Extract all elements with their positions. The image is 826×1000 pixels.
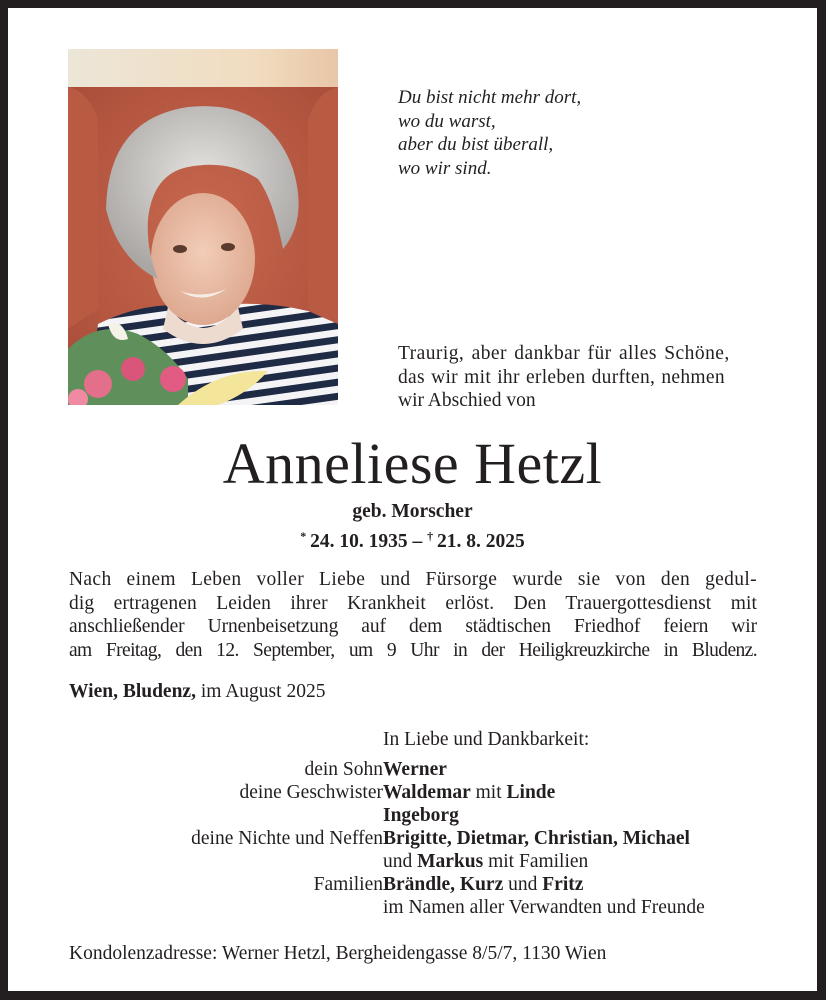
poem-line: aber du bist überall, [398,134,554,155]
mourner-relation: Familien [313,874,383,895]
mourner-relation: deine Geschwister [239,782,383,803]
mourners-heading: In Liebe und Dankbarkeit: [383,729,590,750]
mourner-connector: mit Familien [483,851,589,872]
body-line: anschließender Urnenbeisetzung auf dem städtischen Friedhof feiern wir [69,616,757,637]
funeral-announcement [69,568,757,662]
mourner-name: Werner [383,759,447,780]
mourner-names [383,758,447,781]
death-date: 21. 8. 2025 [437,531,525,552]
mourner-row [8,781,817,804]
mourner-relation: dein Sohn [304,759,383,780]
mourner-name: Brigitte, Dietmar, Christian, Michael [383,828,690,849]
poem [398,86,581,180]
mourner-connector: und [383,851,418,872]
mourner-names [383,804,459,827]
mourner-row [8,896,817,919]
deceased-name: Anneliese Hetzl [222,431,603,496]
death-cross-icon: † [427,529,434,543]
body-line: dig ertragenen Leiden ihrer Krankheit erlöst. Den Trauergottesdienst mit [69,592,757,614]
birth-name: geb. Morscher [352,501,473,522]
intro-text [398,342,768,413]
intro-line: Traurig, aber dankbar für alles Schöne, [398,343,730,364]
mourner-connector: im Namen aller Verwandten und Freunde [383,897,705,918]
intro-line: das wir mit ihr erleben durften, nehmen [398,366,725,388]
poem-line: Du bist nicht mehr dort, [398,87,582,108]
mourner-name: Waldemar [383,782,471,803]
mourner-row [8,850,817,873]
mourner-name: Linde [506,782,556,803]
mourner-connector: und [503,874,543,895]
mourner-relation: deine Nichte und Neffen [191,828,383,849]
mourner-names [383,850,588,873]
mourners-heading-row [8,728,817,751]
mourner-names [383,781,555,804]
body-line: am Freitag, den 12. September, um 9 Uhr in der Heiligkreuzkirche in Bludenz. [69,639,757,661]
place-and-date [69,680,325,704]
intro-line: wir Abschied von [398,390,536,411]
poem-line: wo du warst, [398,110,496,132]
body-line: Nach einem Leben voller Liebe und Fürsorge wurde sie von den gedul- [69,569,757,590]
life-dates [8,524,817,554]
poem-line: wo wir sind. [398,157,492,179]
mourner-names [383,873,583,896]
date: im August 2025 [195,681,326,702]
mourner-names [383,896,705,919]
mourner-name: Ingeborg [383,805,459,826]
mourner-names [383,827,690,850]
birth-date: 24. 10. 1935 [310,531,408,552]
mourner-name: Fritz [542,874,584,895]
condolence-address: Kondolenzadresse: Werner Hetzl, Bergheidengasse 8/5/7, 1130 Wien [69,943,607,964]
mourner-row [8,827,817,850]
mourner-name: Brändle, Kurz [383,874,504,895]
obituary-notice [8,8,817,991]
mourners-list [8,728,817,919]
portrait-image [68,49,338,405]
portrait-photo [68,49,338,405]
birth-star-icon: * [300,529,307,543]
mourner-name: Markus [417,851,484,872]
date-separator: – [407,531,428,552]
places: Wien, Bludenz, [69,681,196,702]
mourner-row [8,758,817,781]
mourner-row [8,873,817,896]
mourner-row [8,804,817,827]
mourner-connector: mit [470,782,507,803]
